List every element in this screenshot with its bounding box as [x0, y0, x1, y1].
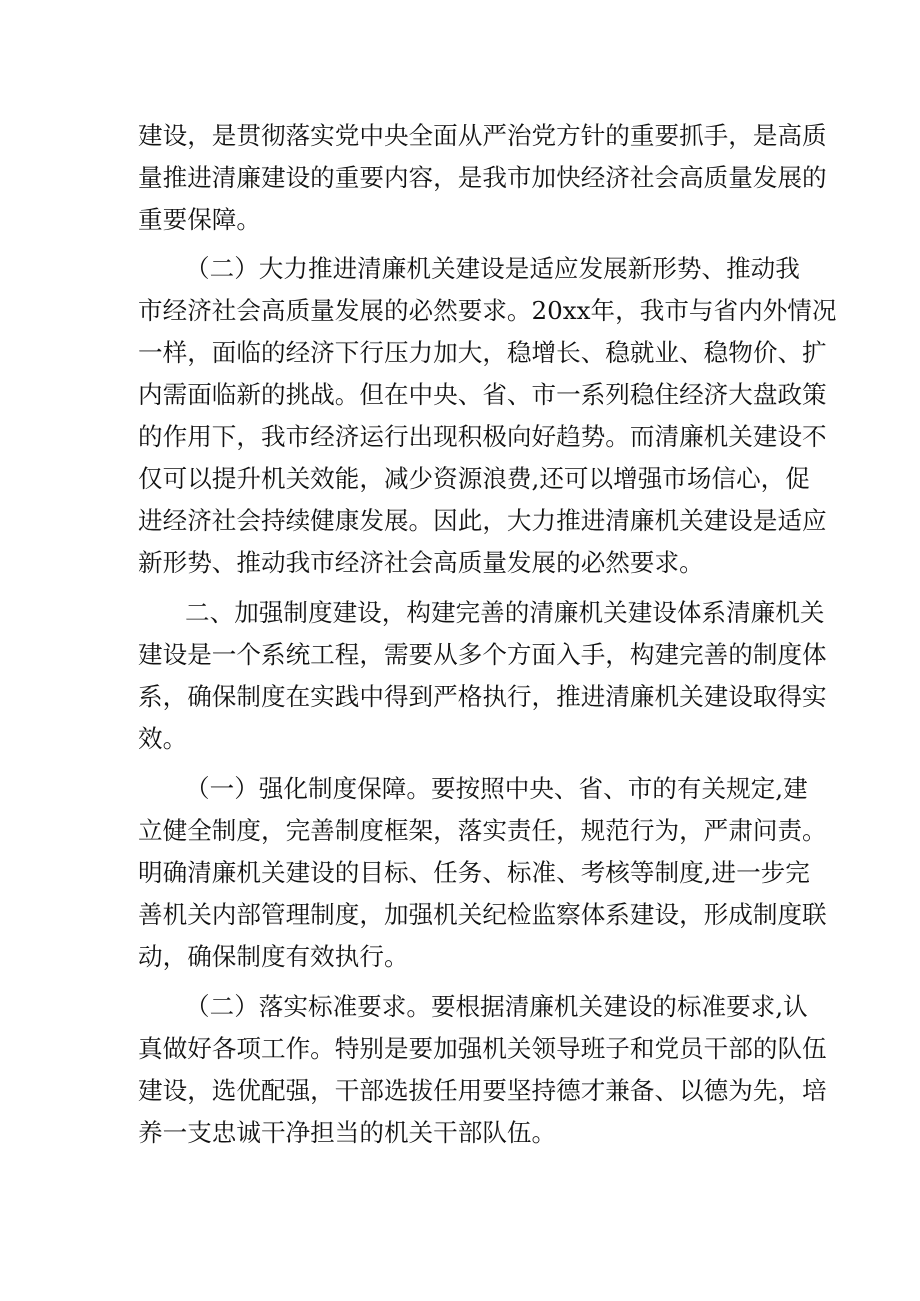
- paragraph-2-line-2: 市经济社会高质量发展的必然要求。20xx年，我市与省内外情况: [138, 296, 837, 325]
- paragraph-1-line-2: 量推进清廉建设的重要内容，是我市加快经济社会高质量发展的: [138, 163, 827, 192]
- paragraph-2-line-4: 内需面临新的挑战。但在中央、省、市一系列稳住经济大盘政策: [138, 380, 827, 409]
- paragraph-4-line-5: 动，确保制度有效执行。: [138, 942, 409, 971]
- paragraph-2-line-1: （二）大力推进清廉机关建设是适应发展新形势、推动我: [185, 254, 800, 283]
- paragraph-4-line-1: （一）强化制度保障。要按照中央、省、市的有关规定,建: [185, 774, 808, 803]
- paragraph-3-line-2: 建设是一个系统工程，需要从多个方面入手，构建完善的制度体: [138, 640, 827, 669]
- paragraph-2-line-7: 进经济社会持续健康发展。因此，大力推进清廉机关建设是适应: [138, 506, 827, 535]
- paragraph-3-line-3: 系，确保制度在实践中得到严格执行，推进清廉机关建设取得实: [138, 682, 827, 711]
- paragraph-5-line-1: （二）落实标准要求。要根据清廉机关建设的标准要求,认: [185, 992, 808, 1021]
- paragraph-2-line-6: 仅可以提升机关效能，减少资源浪费,还可以增强市场信心，促: [138, 464, 810, 493]
- paragraph-4-line-4: 善机关内部管理制度，加强机关纪检监察体系建设，形成制度联: [138, 900, 827, 929]
- paragraph-3-line-4: 效。: [138, 724, 188, 753]
- paragraph-1-line-3: 重要保障。: [138, 205, 261, 234]
- paragraph-2-line-8: 新形势、推动我市经济社会高质量发展的必然要求。: [138, 548, 704, 577]
- paragraph-4-line-2: 立健全制度，完善制度框架，落实责任，规范行为，严肃问责。: [138, 816, 827, 845]
- paragraph-5-line-2: 真做好各项工作。特别是要加强机关领导班子和党员干部的队伍: [138, 1034, 827, 1063]
- paragraph-5-line-4: 养一支忠诚干净担当的机关干部队伍。: [138, 1118, 557, 1147]
- paragraph-2-line-5: 的作用下，我市经济运行出现积极向好趋势。而清廉机关建设不: [138, 422, 827, 451]
- paragraph-5-line-3: 建设，选优配强，干部选拔任用要坚持德才兼备、以德为先，培: [138, 1076, 827, 1105]
- paragraph-3-line-1: 二、加强制度建设，构建完善的清廉机关建设体系清廉机关: [185, 598, 825, 627]
- paragraph-4-line-3: 明确清廉机关建设的目标、任务、标准、考核等制度,进一步完: [138, 858, 810, 887]
- paragraph-2-line-3: 一样，面临的经济下行压力加大，稳增长、稳就业、稳物价、扩: [138, 338, 827, 367]
- paragraph-1-line-1: 建设，是贯彻落实党中央全面从严治党方针的重要抓手，是高质: [138, 121, 827, 150]
